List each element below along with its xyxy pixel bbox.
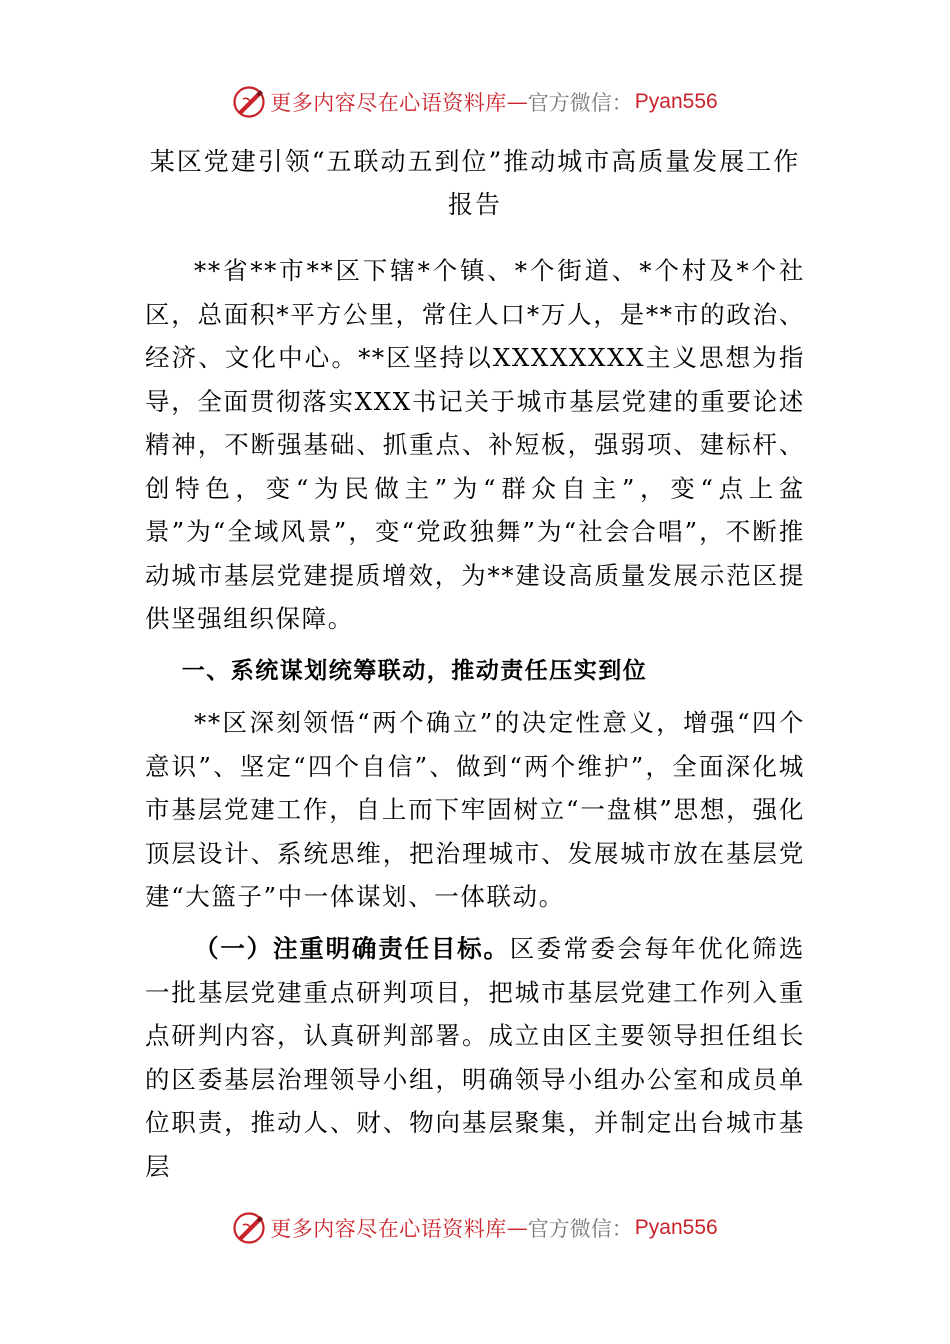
watermark-footer [0, 1208, 950, 1248]
watermark-text: 更多内容尽在心语资料库 [270, 91, 507, 115]
watermark-header [0, 82, 950, 122]
pen-logo-icon [232, 85, 266, 119]
watermark-wechat-id: Pyan556 [634, 90, 718, 113]
pen-logo-icon [232, 1211, 266, 1245]
title-line-1: 某区党建引领“五联动五到位”推动城市高质量发展工作 [149, 147, 801, 176]
intro-paragraph: **省**市**区下辖*个镇、*个街道、*个村及*个社区，总面积*平方公里，常住人口*万人，是**市的政治、经济、文化中心。**区坚持以XXXXXXXX主义思想为指导，全面贯彻落实XXX书记关于城市基层党建的重要论述精神，不断强基础、抓重点、补短板，强弱项、建标杆、创特色，变“为民做主”为“群众自主”，变“点上盆景”为“全域风景”，变“党政独舞”为“社会合唱”，不断推动城市基层党建提质增效，为**建设高质量发展示范区提供坚强组织保障。 [145, 256, 805, 633]
watermark-official-label: 官方微信： [527, 1217, 633, 1241]
watermark-text: 更多内容尽在心语资料库 [270, 1217, 507, 1241]
section-heading-1: 一、系统谋划统筹联动，推动责任压实到位 [181, 658, 648, 684]
subsection-lead: （一）注重明确责任目标。 [194, 934, 510, 963]
watermark-dash: — [506, 1216, 528, 1240]
watermark-wechat-id: Pyan556 [634, 1216, 718, 1239]
subsection-paragraph [145, 927, 805, 1188]
subsection-text: 区委常委会每年优化筛选一批基层党建重点研判项目，把城市基层党建工作列入重点研判内容，认真研判部署。成立由区主要领导担任组长的区委基层治理领导小组，明确领导小组办公室和成员单位职责，推动人、财、物向基层聚集，并制定出台城市基层 [145, 934, 805, 1181]
watermark-official-label: 官方微信： [527, 91, 633, 115]
watermark-dash: — [506, 90, 528, 114]
title-line-2: 报告 [447, 190, 502, 219]
section1-paragraph: **区深刻领悟“两个确立”的决定性意义，增强“四个意识”、坚定“四个自信”、做到“两个维护”，全面深化城市基层党建工作，自上而下牢固树立“一盘棋”思想，强化顶层设计、系统思维，把治理城市、发展城市放在基层党建“大篮子”中一体谋划、一体联动。 [145, 708, 805, 911]
document-title [145, 140, 805, 226]
